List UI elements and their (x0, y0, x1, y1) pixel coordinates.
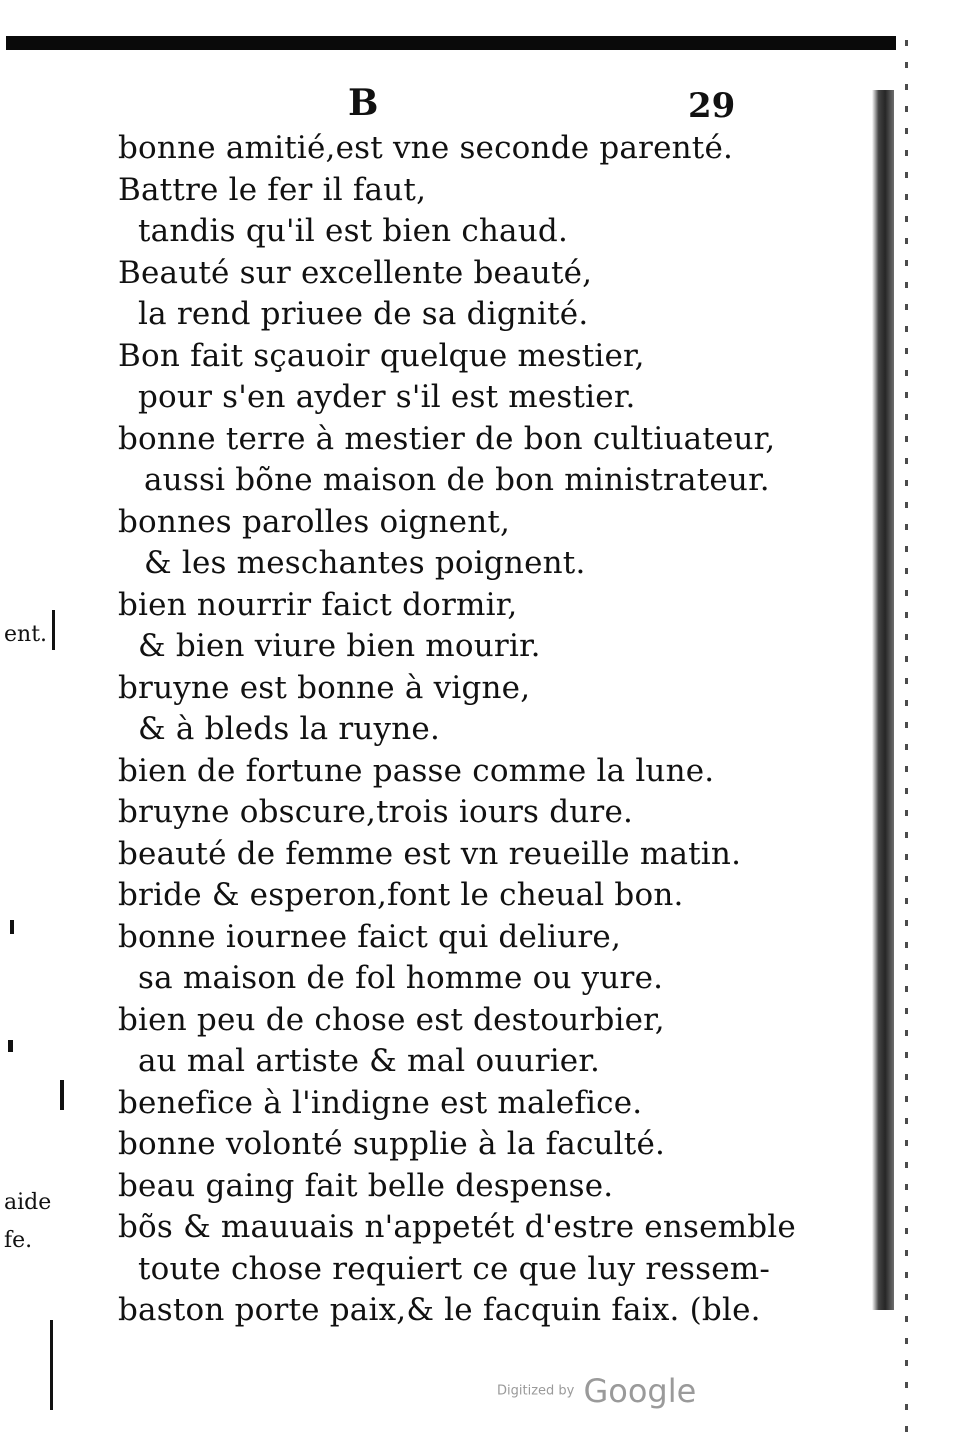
margin-fragment: fe. (4, 1228, 33, 1253)
text-line: la rend priuee de sa dignité. (138, 296, 589, 332)
digitized-by-watermark (497, 1372, 696, 1410)
text-line: pour s'en ayder s'il est mestier. (138, 379, 636, 415)
text-line: bien de fortune passe comme la lune. (118, 752, 715, 789)
text-line: & bien viure bien mourir. (138, 628, 541, 664)
top-border-rule (6, 36, 896, 50)
text-line: bonne terre à mestier de bon cultiuateur, (118, 420, 776, 457)
text-line: & les meschantes poignent. (144, 545, 586, 581)
margin-fragment: aide (4, 1190, 52, 1215)
text-line: bonne iournee faict qui deliure, (118, 918, 622, 955)
page-number: 29 (688, 86, 736, 126)
text-line: Bon fait sçauoir quelque mestier, (118, 337, 645, 374)
text-line: bruyne obscure,trois iours dure. (118, 794, 634, 830)
text-line: aussi bõne maison de bon ministrateur. (144, 462, 770, 498)
text-line: bõs & mauuais n'appetét d'estre ensemble (118, 1209, 796, 1245)
text-line: benefice à l'indigne est malefice. (118, 1084, 643, 1121)
brand-logo-text: Google (583, 1372, 697, 1410)
text-line: au mal artiste & mal ouurier. (138, 1043, 601, 1079)
text-line: tandis qu'il est bien chaud. (138, 213, 569, 249)
text-line: beauté de femme est vn reueille matin. (118, 835, 742, 872)
text-line: & à bleds la ruyne. (138, 711, 441, 747)
digitized-label: Digitized by (497, 1383, 575, 1399)
text-line: bonne amitié,est vne seconde parenté. (118, 130, 734, 166)
text-line: beau gaing fait belle despense. (118, 1167, 614, 1204)
text-line: bruyne est bonne à vigne, (118, 669, 531, 706)
right-edge-shadow (872, 90, 894, 1310)
text-line: Beauté sur excellente beauté, (118, 254, 593, 291)
right-edge-specks (905, 40, 908, 1440)
text-line: bien nourrir faict dormir, (118, 586, 518, 623)
text-line: Battre le fer il faut, (118, 171, 427, 208)
margin-fragment: ent. (4, 622, 48, 647)
text-line: bien peu de chose est destourbier, (118, 1001, 665, 1038)
text-line: sa maison de fol homme ou yure. (138, 960, 664, 996)
text-line: bonne volonté supplie à la faculté. (118, 1126, 666, 1162)
text-line: bride & esperon,font le cheual bon. (118, 877, 684, 913)
text-line: bonnes parolles oignent, (118, 503, 511, 540)
proverb-text-block (118, 128, 796, 1332)
text-line: baston porte paix,& le facquin faix. (ble. (118, 1292, 761, 1328)
text-line: toute chose requiert ce que luy ressem- (138, 1250, 771, 1287)
signature-mark: B (348, 82, 381, 124)
